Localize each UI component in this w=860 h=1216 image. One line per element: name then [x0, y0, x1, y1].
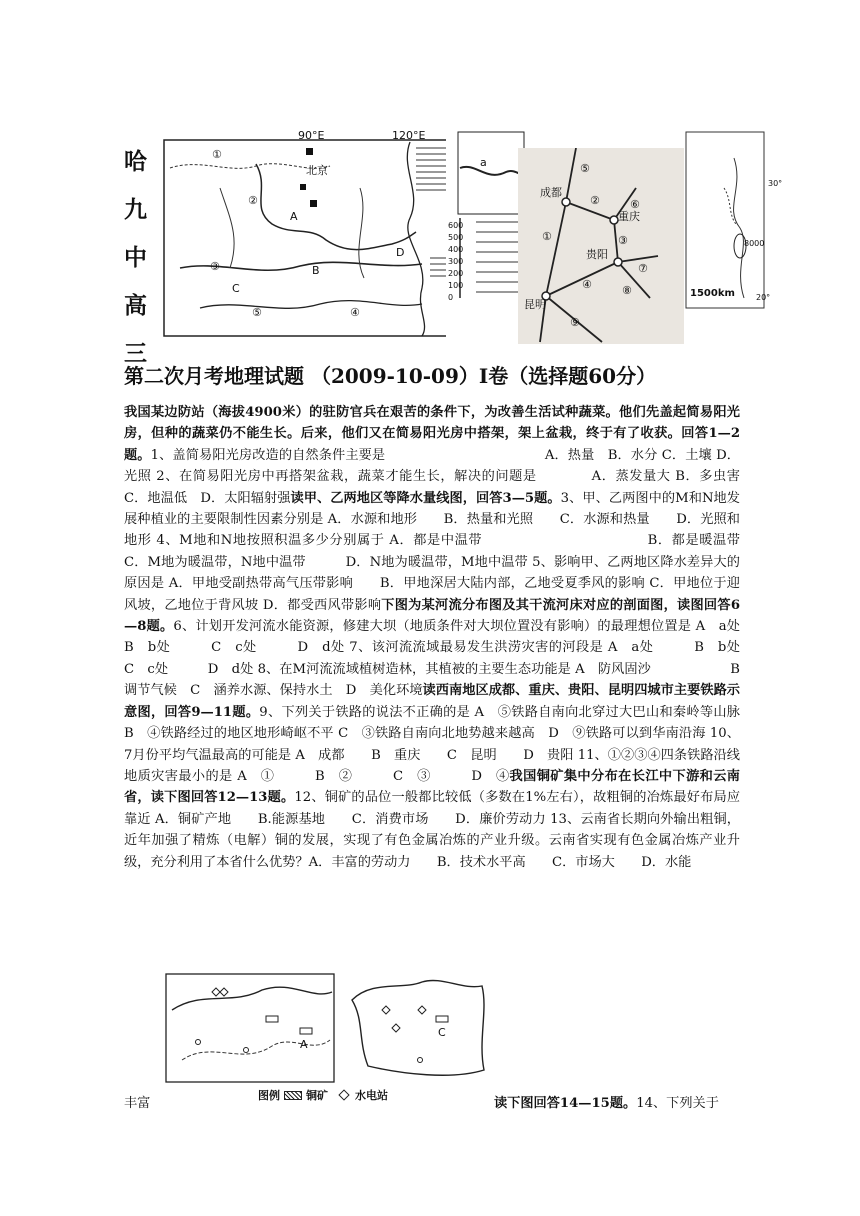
city-label: 成都 [540, 186, 562, 199]
passage-intro: 读下图回答14—15题。 [494, 1096, 637, 1111]
copper-hatch-icon [284, 1091, 302, 1100]
side-title [124, 138, 154, 378]
side-title-char: 九 [124, 196, 147, 223]
question-text: 1、盖简易阳光房改造的自然条件主要是 A．热量 B．水分 C．土壤 D．光照 2、在简易阳光房中再搭架盆栽，蔬菜才能生长，解决的问题是 A．蒸发量大 B．多虫害 C．地温低 D．太阳辐射强 [124, 447, 754, 506]
lon-label: 120°E [392, 129, 426, 142]
scale-value: 0 [448, 293, 454, 302]
scale-value: 300 [448, 257, 464, 266]
side-title-char: 高 [124, 292, 147, 319]
copper-map-figure [162, 970, 492, 1086]
scale-value: 100 [448, 281, 464, 290]
question-text: 9、下列关于铁路的说法不正确的是 A ⑤铁路自南向北穿过大巴山和秦岭等山脉 B ④铁路经过的地区地形崎岖不平 C ③铁路自南向北地势越来越高 D ⑨铁路可以到华南沿海 10、7月份平均气温最高的可能是 A 成都 B 重庆 C 昆明 D 贵阳 11、①②③④四条铁路沿线地质灾害最小的是 A ① B ② C ③ D ④ [124, 704, 780, 784]
mine-letter: A [300, 1038, 308, 1051]
city-label: 重庆 [618, 210, 640, 223]
railway-label: ② [590, 194, 600, 207]
railway-label: ③ [618, 234, 628, 247]
passage-intro: 读甲、乙两地区等降水量线图，回答3—5题。 [290, 490, 561, 506]
legend-title: 图例 [258, 1089, 280, 1102]
passage-intro: 我国某边防站（海拔4900米）的驻防官兵在艰苦的条件下，为改善生活试种蔬菜。他们先盖起简易阳光房，但种的蔬菜仍不能生长。后来，他们又在简易阳光房中搭架，架上盆栽，终于有了收获。回答1—2题。 [124, 405, 740, 463]
question-text: 12、铜矿的品位一般都比较低（多数在1%左右），故粗铜的冶炼最好布局应靠近 A．铜矿产地 B.能源基地 C．消费市场 D．廉价劳动力 13、云南省长期向外输出粗铜，近年加强了精炼（电解）铜的发展，实现了有色金属冶炼的产业升级。云南省实现有色金属冶炼产业升级，充分利用了本省什么优势？A．丰富的劳动力 B．技术水平高 C．市场大 D．水能 [124, 790, 741, 870]
scale-value: 600 [448, 221, 464, 230]
passage-intro: 下图为某河流分布图及其干流河床对应的剖面图，读图回答6—8题。 [124, 597, 740, 635]
railway-label: ⑤ [580, 162, 590, 175]
footer-text-left: 丰富 [124, 1096, 151, 1111]
lat-label: 30° [768, 179, 783, 188]
railway-label: ① [542, 230, 552, 243]
footer-text-right [494, 1092, 719, 1111]
question-text: 6、计划开发河流水能资源，修建大坝（地质条件对大坝位置没有影响）的最理想位置是 A a处 B b处 C c处 D d处 7、该河流流域最易发生洪涝灾害的河段是 A a处 B b处 C c处 D d处 8、在M河流流域植树造林，其植被的主要生态功能是 A 防风固沙 B 调节气候 C 涵养水源、保持水土 D 美化环境 [124, 619, 780, 699]
distance-label: 1500km [690, 288, 735, 299]
mine-letter: C [438, 1026, 446, 1039]
hydro-station-icon [338, 1089, 349, 1100]
letter-label: A [290, 210, 298, 223]
side-title-char: 中 [124, 244, 147, 271]
passage-intro: 我国铜矿集中分布在长江中下游和云南省，读下图回答12—13题。 [124, 768, 740, 806]
circled-label: ④ [350, 306, 360, 319]
city-label: 贵阳 [586, 248, 608, 261]
circled-label: ② [248, 194, 258, 207]
isohyet-map-figure [684, 128, 784, 340]
lon-label: 90°E [298, 129, 325, 142]
railway-label: ④ [582, 278, 592, 291]
scale-value: 400 [448, 245, 464, 254]
circled-label: ① [212, 148, 222, 161]
side-title-char: 哈 [124, 148, 147, 175]
railway-label: ⑦ [638, 262, 648, 275]
letter-label: D [396, 246, 405, 259]
city-label: 昆明 [524, 298, 546, 311]
elev-label: 8000 [744, 239, 765, 248]
side-title-char: 三 [124, 340, 147, 367]
question-text: 14、下列关于 [636, 1096, 719, 1111]
scale-value: 500 [448, 233, 464, 242]
profile-letter: a [480, 156, 487, 169]
question-body [124, 402, 780, 873]
page-title: 第二次月考地理试题 （2009-10-09）Ⅰ卷（选择题60分） [124, 364, 657, 388]
river-profile-figure [446, 128, 526, 340]
circled-label: ③ [210, 260, 220, 273]
lat-label: 20° [756, 293, 771, 302]
letter-label: B [312, 264, 320, 277]
legend-copper: 铜矿 [306, 1089, 328, 1102]
railway-label: ⑥ [630, 198, 640, 211]
letter-label: C [232, 282, 240, 295]
legend-hydro: 水电站 [355, 1089, 388, 1102]
question-text: 3、甲、乙两图中的M和N地发展种植业的主要限制性因素分别是 A．水源和地形 B．热量和光照 C．水源和热量 D．光照和地形 4、M地和N地按照积温多少分别属于 A．都是中温带 B．都是暖温带 C．M地为暖温带，N地中温带 D．N地为暖温带，M地中温带 5、影响甲、乙两地区降水差异大的原因是 A．甲地受副热带高气压带影响 B．甲地深居大陆内部，乙地受夏季风的影响 C．甲地位于迎风坡，乙地位于背风坡 D．都受西风带影响 [124, 490, 767, 613]
city-label: 北京 [306, 164, 328, 177]
railway-label: ⑨ [570, 316, 580, 329]
passage-intro: 读西南地区成都、重庆、贵阳、昆明四城市主要铁路示意图，回答9—11题。 [124, 683, 740, 720]
river-map-figure [160, 128, 470, 340]
scale-value: 200 [448, 269, 464, 278]
circled-label: ⑤ [252, 306, 262, 319]
map-legend [258, 1087, 388, 1103]
railway-label: ⑧ [622, 284, 632, 297]
railway-map-figure [518, 148, 684, 344]
